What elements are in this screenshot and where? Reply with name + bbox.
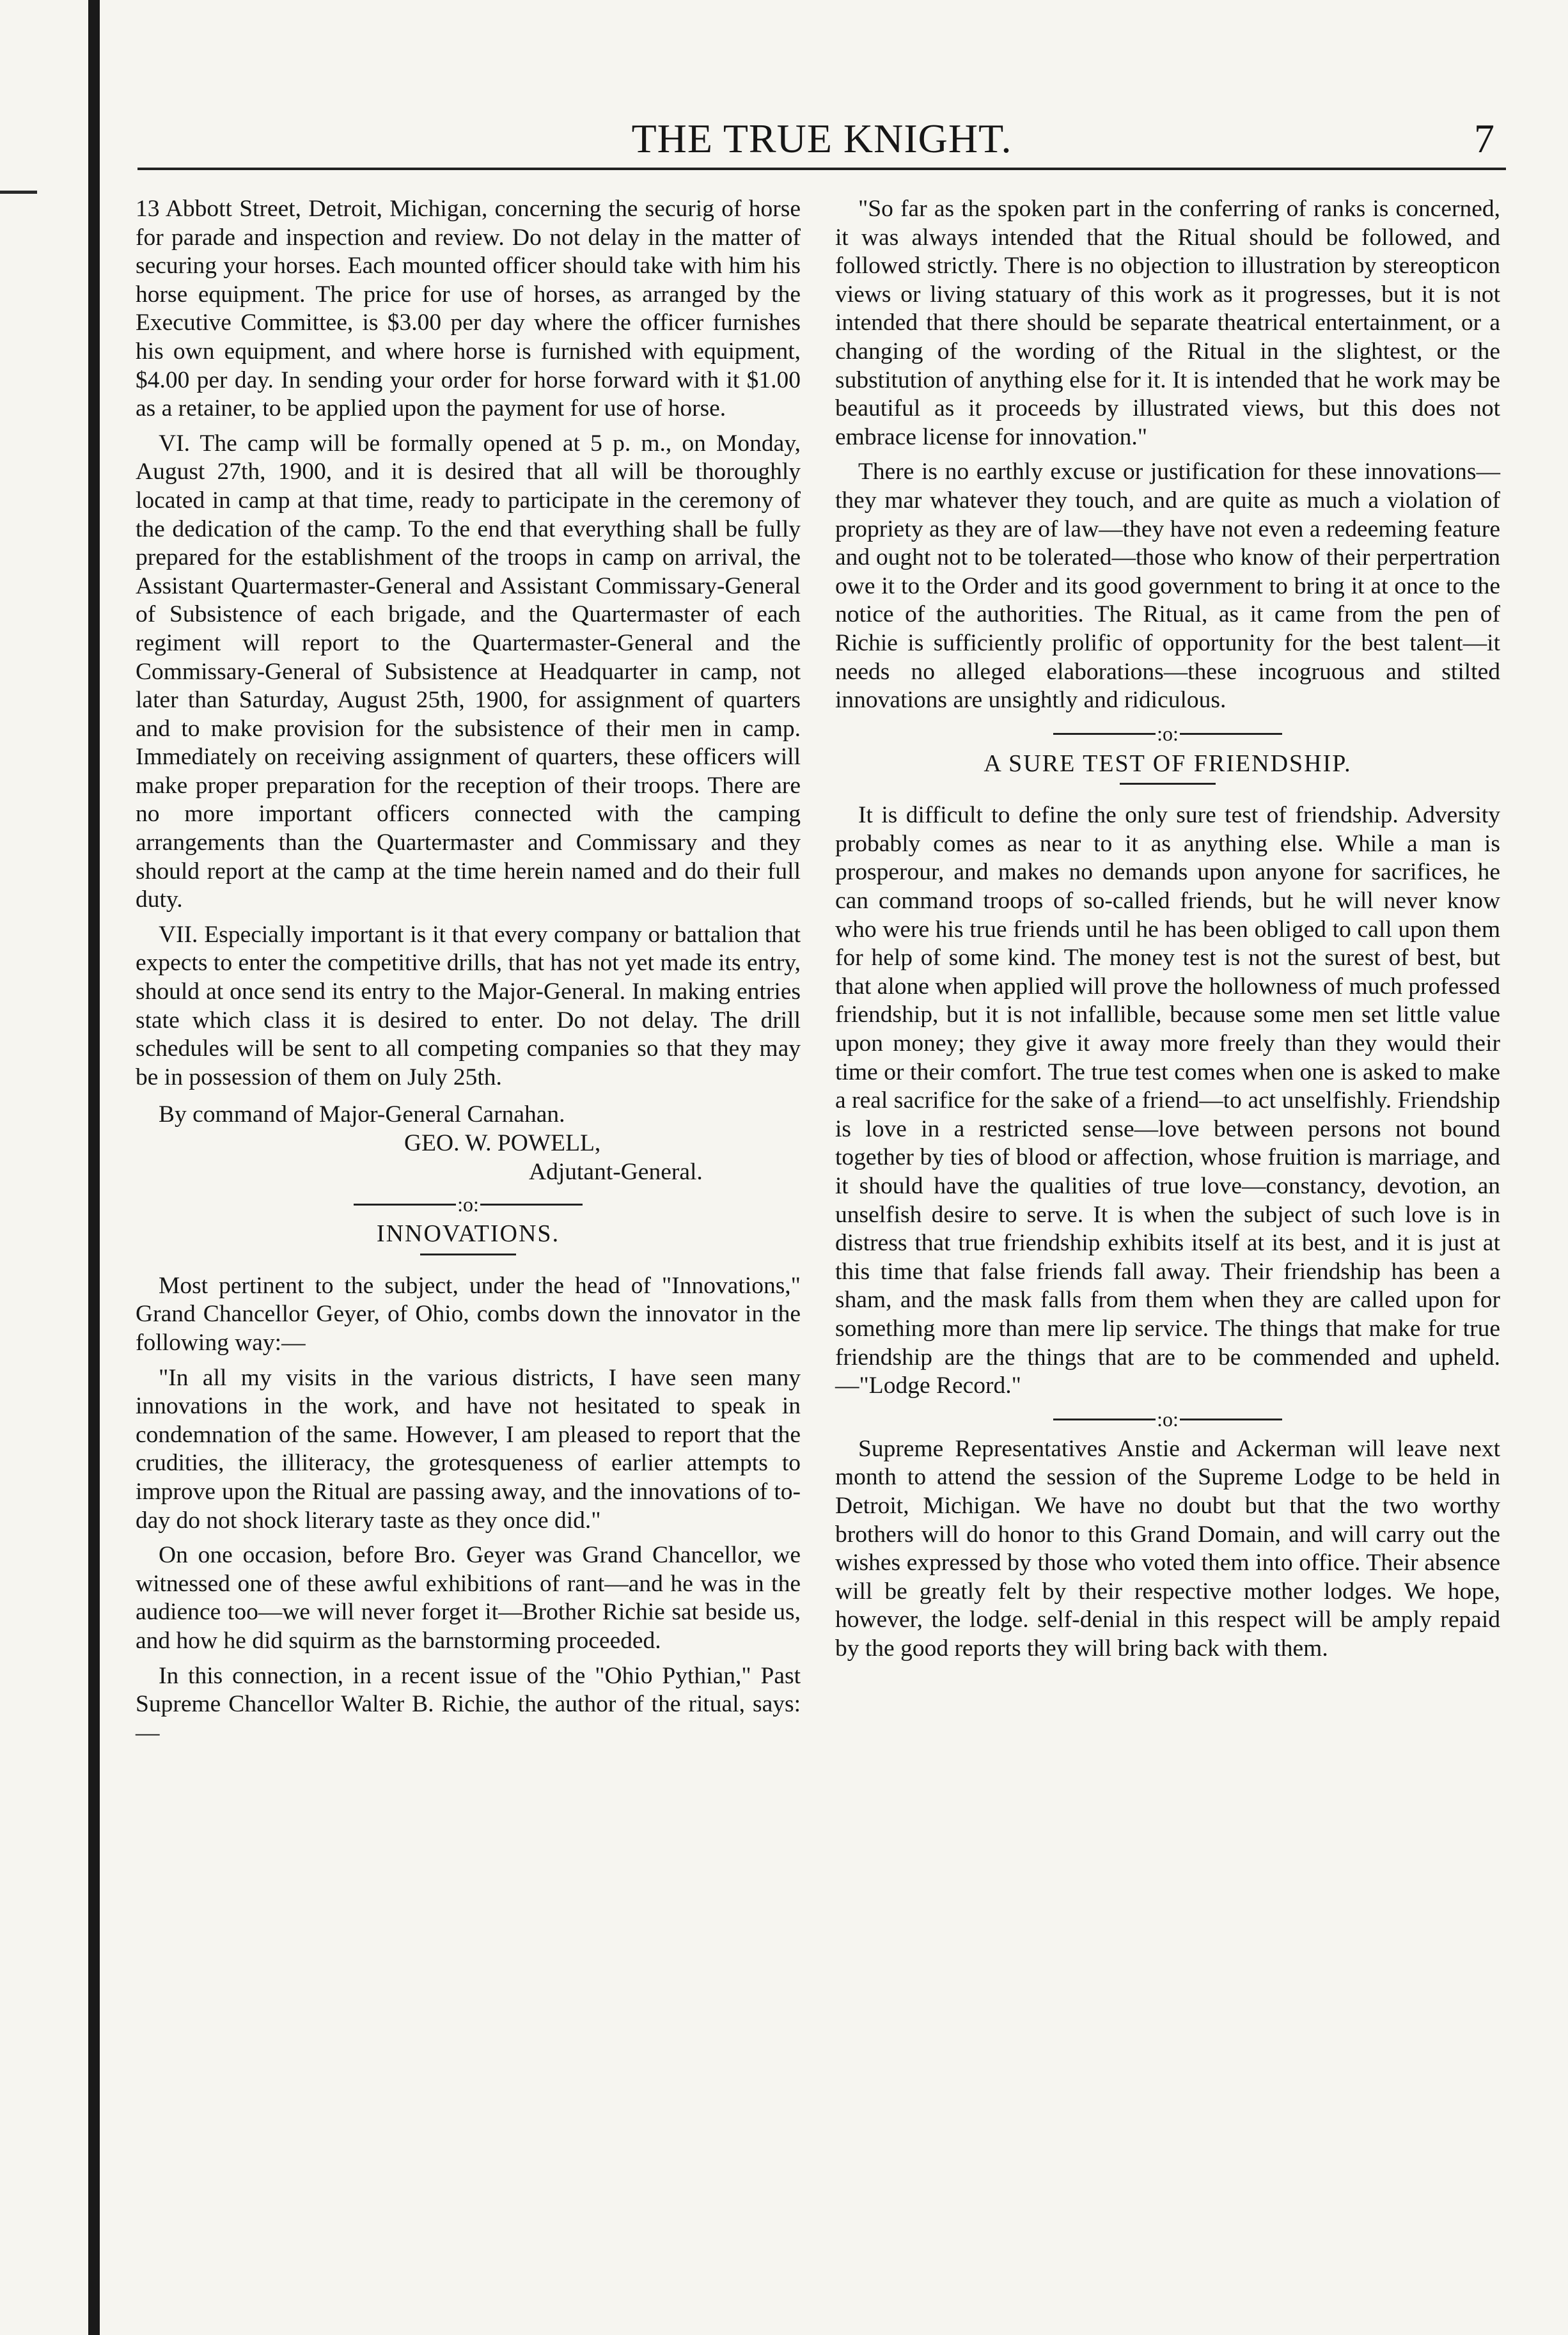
divider-mark: :o:	[1157, 722, 1179, 746]
section-divider	[136, 1191, 801, 1217]
paragraph: VI. The camp will be formally opened at 5 p. m., on Monday, August 27th, 1900, and it is desired that all will be thoroughly located in camp at that time, ready to participate in the ceremony of the dedication of the camp. To the end that everything shall be fully prepared for the establishment of the troops in camp on arrival, the Assistant Quartermaster-General and Assistant Commissary-General of Subsistence of each brigade, and the Quartermaster of each regiment will report to the Quartermaster-General and the Commissary-General of Subsistence at Headquarter in camp, not later than Saturday, August 25th, 1900, for assignment of quarters and to make provision for the subsistence of their men in camp. Immediately on receiving assignment of quarters, these officers will make proper preparation for the reception of their troops. There are no more important officers connected with the camping arrangements than the Quartermaster and Commissary and they should report at the camp at the time herein named and do their full duty.	[136, 430, 801, 913]
paragraph: In this connection, in a recent issue of the "Ohio Pythian," Past Supreme Chancellor Walter B. Richie, the author of the ritual, says:—	[136, 1662, 801, 1746]
signature-name: GEO. W. POWELL,	[404, 1130, 601, 1156]
left-column	[136, 195, 801, 2280]
paragraph: There is no earthly excuse or justification for these innovations—they mar whatever they touch, and are quite as much a violation of propriety as they are of law—they have not even a redeeming feature and ought not to be tolerated—those who know of their perpertration owe it to the Order and its good government to bring it at once to the notice of the authorities. The Ritual, as it came from the pen of Richie is sufficiently prolific of opportunity for the best talent—it needs no alleged elaborations—these incogruous and stilted innovations are unsightly and ridiculous.	[835, 459, 1500, 714]
divider-mark: :o:	[457, 1192, 479, 1216]
right-column	[835, 195, 1500, 2280]
command-line: By command of Major-General Carnahan.	[159, 1101, 565, 1128]
header-rule	[137, 168, 1506, 170]
divider-rule	[1053, 1419, 1156, 1420]
paragraph: VII. Especially important is it that every company or battalion that expects to enter the competitive drills, that has not yet made its entry, should at once send its entry to the Major-General. In making entries state which class it is desired to enter. Do not delay. The drill schedules will be sent to all competing companies so that they may be in possession of them on July 25th.	[136, 921, 801, 1090]
paragraph: On one occasion, before Bro. Geyer was Grand Chancellor, we witnessed one of these awful exhibitions of rant—and he was in the audience too—we will never forget it—Brother Richie sat beside us, and how he did squirm as the barnstorming proceeded.	[136, 1542, 801, 1654]
divider-mark: :o:	[1157, 1408, 1179, 1431]
margin-mark	[0, 191, 37, 194]
divider-rule	[354, 1204, 456, 1206]
heading-rule	[1120, 783, 1216, 785]
page-number: 7	[1474, 116, 1494, 161]
article-heading: A SURE TEST OF FRIENDSHIP.	[984, 750, 1352, 777]
signature-title: Adjutant-General.	[529, 1158, 703, 1185]
section-divider	[835, 1407, 1500, 1433]
heading-rule	[420, 1254, 516, 1255]
binding-edge	[88, 0, 100, 2335]
divider-rule	[1180, 733, 1282, 735]
divider-rule	[1053, 733, 1156, 735]
paragraph: "So far as the spoken part in the conferring of ranks is concerned, it was always intended that the Ritual should be followed, and followed strictly. There is no objection to illustration by stereopticon views or living statuary of this work as it progresses, but it is not intended that there should be separate theatrical entertainment, or a changing of the wording of the Ritual in the slightest, or the substitution of anything else for it. It is intended that he work may be beautiful as it proceeds by illustrated views, but this does not embrace license for innovation."	[835, 196, 1500, 450]
divider-rule	[1180, 1419, 1282, 1420]
section-divider	[835, 721, 1500, 747]
divider-rule	[480, 1204, 583, 1206]
paragraph: Supreme Representatives Anstie and Ackerman will leave next month to attend the session of the Supreme Lodge to be held in Detroit, Michigan. We have no doubt but that the two worthy brothers will do honor to this Grand Domain, and will carry out the wishes expressed by those who voted them into office. Their absence will be greatly felt by their respective mother lodges. We hope, however, the lodge. self-denial in this respect will be amply repaid by the good reports they will bring back with them.	[835, 1435, 1500, 1662]
paragraph: It is difficult to define the only sure test of friendship. Adversity probably comes as near to it as anything else. While a man is prosperour, and makes no demands upon anyone for sacrifices, he can command troops of so-called friends, but he will never know who were his true friends until he has been obliged to call upon them for help of some kind. The money test is not the surest of best, but that alone when applied will prove the hollowness of much professed friendship, but it is not infallible, because some men set little value upon money; they give it away more freely than they would their time or their comfort. The true test comes when one is asked to make a real sacrifice for the sake of a friend—to act unselfishly. Friendship is love in a restricted sense—love between persons not bound together by ties of blood or affection, whose fruition is marriage, and it should have the qualities of true love—constancy, devotion, an unselfish desire to serve. It is when the subject of such love is in distress that true friendship exhibits itself at its best, and it is just at this time that false friends fall away. Their friendship has been a sham, and the mask falls from them when they are called upon for something more than mere lip service. The things that make for true friendship are the things that are to be commended and upheld.—"Lodge Record."	[835, 802, 1500, 1399]
page-header	[137, 115, 1506, 173]
running-title: THE TRUE KNIGHT.	[631, 116, 1012, 161]
paragraph: Most pertinent to the subject, under the head of "Innovations," Grand Chancellor Geyer, of Ohio, combs down the innovator in the following way:—	[136, 1272, 801, 1356]
paragraph: "In all my visits in the various districts, I have seen many innovations in the work, and have not hesitated to speak in condemnation of the same. However, I am pleased to report that the crudities, the illiteracy, the grotesqueness of earlier attempts to improve upon the Ritual are passing away, and the innovations of to-day do not shock literary taste as they once did."	[136, 1364, 801, 1534]
paragraph: 13 Abbott Street, Detroit, Michigan, concerning the securig of horse for parade and inspection and review. Do not delay in the matter of securing your horses. Each mounted officer should take with him his horse equipment. The price for use of horses, as arranged by the Executive Committee, is $3.00 per day where the officer furnishes his own equipment, and where horse is furnished with equipment, $4.00 per day. In sending your order for horse forward with it $1.00 as a retainer, to be applied upon the payment for use of horse.	[136, 196, 801, 422]
article-heading: INNOVATIONS.	[376, 1220, 560, 1248]
